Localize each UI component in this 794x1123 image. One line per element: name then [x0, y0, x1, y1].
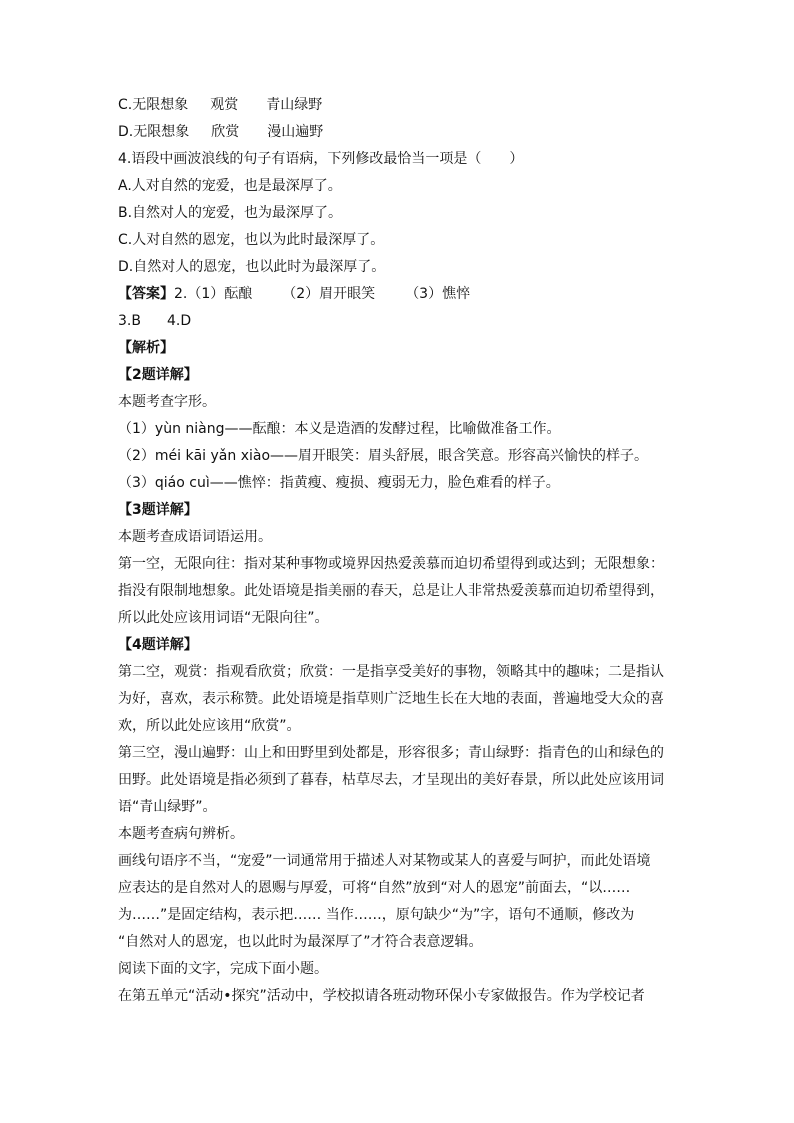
q4-line-4: 第三空，漫山遍野：山上和田野里到处都是，形容很多；青山绿野：指青色的山和绿色的 [118, 745, 664, 761]
q4-option-c: C.人对自然的恩宠，也以为此时最深厚了。 [118, 232, 385, 248]
q4-line-12: 阅读下面的文字，完成下面小题。 [118, 961, 328, 977]
q4-line-3: 欢，所以此处应该用“欣赏”。 [118, 718, 301, 734]
document-page [118, 92, 678, 1010]
q2-item-3: （3）qiáo cuì——憔悴：指黄瘦、瘦损、瘦弱无力，脸色难看的样子。 [118, 475, 560, 491]
option-d-word2: 欣赏 [211, 124, 240, 140]
answer-line-2 [118, 308, 678, 335]
answer-1: 2.（1）酝酿 [174, 286, 253, 302]
answer-q3: 3.B [118, 313, 141, 329]
q4-line-11: “自然对人的恩宠，也以此时为最深厚了”才符合表意逻辑。 [118, 934, 483, 950]
q3-option-d [118, 119, 678, 146]
option-c-word2: 观赏 [210, 97, 239, 113]
q4-line-6: 语“青山绿野”。 [118, 799, 217, 815]
q4-stem: 4.语段中画波浪线的句子有语病，下列修改最恰当一项是（ ） [118, 151, 524, 167]
answer-q4: 4.D [166, 313, 192, 329]
q4-option-d: D.自然对人的恩宠，也以此时为最深厚了。 [118, 259, 386, 275]
answer-tag: 【答案】 [118, 286, 174, 302]
q4-tag: 【4题详解】 [118, 637, 198, 653]
q3-line-3: 所以此处应该用词语“无限向往”。 [118, 610, 329, 626]
q4-line-1: 第二空，观赏：指观看欣赏；欣赏：一是指享受美好的事物，领略其中的趣味；二是指认 [118, 664, 664, 680]
answer-line [118, 281, 678, 308]
option-c-label: C.无限想象 [118, 97, 189, 113]
q2-item-1: （1）yùn niàng——酝酿：本义是造酒的发酵过程，比喻做准备工作。 [118, 421, 561, 437]
q3-line-2: 指没有限制地想象。此处语境是指美丽的春天，总是让人非常热爱羡慕而迫切希望得到， [118, 583, 664, 599]
option-c-word3: 青山绿野 [266, 97, 323, 113]
q3-tag: 【3题详解】 [118, 502, 198, 518]
answer-2: （2）眉开眼笑 [282, 286, 376, 302]
q4-line-9: 应表达的是自然对人的恩赐与厚爱，可将“自然”放到“对人的恩宠”前面去，“以…… [118, 880, 631, 896]
q2-tag: 【2题详解】 [118, 367, 198, 383]
q4-line-7: 本题考查病句辨析。 [118, 826, 244, 842]
q3-line-1: 第一空，无限向往：指对某种事物或境界因热爱羡慕而迫切希望得到或达到；无限想象： [118, 556, 664, 572]
q2-intro: 本题考查字形。 [118, 394, 216, 410]
q4-line-2: 为好，喜欢，表示称赞。此处语境是指草则广泛地生长在大地的表面，普遍地受大众的喜 [118, 691, 664, 707]
q4-option-b: B.自然对人的宠爱，也为最深厚了。 [118, 205, 343, 221]
q4-line-8: 画线句语序不当，“宠爱”一词通常用于描述人对某物或某人的喜爱与呵护，而此处语境 [118, 853, 651, 869]
q4-line-5: 田野。此处语境是指必须到了暮春，枯草尽去，才呈现出的美好春景，所以此处应该用词 [118, 772, 664, 788]
q4-line-13: 在第五单元“活动•探究”活动中，学校拟请各班动物环保小专家做报告。作为学校记者 [118, 988, 645, 1004]
option-d-word3: 漫山遍野 [267, 124, 324, 140]
option-d-label: D.无限想象 [118, 124, 190, 140]
q4-line-10: 为……”是固定结构，表示把…… 当作……，原句缺少“为”字，语句不通顺，修改为 [118, 907, 635, 923]
q3-intro: 本题考查成语词语运用。 [118, 529, 272, 545]
q3-option-c [118, 92, 678, 119]
q2-item-2: （2）méi kāi yǎn xiào——眉开眼笑：眉头舒展，眼含笑意。形容高兴愉快的样子。 [118, 448, 649, 464]
analysis-tag: 【解析】 [118, 340, 174, 356]
q4-option-a: A.人对自然的宠爱，也是最深厚了。 [118, 178, 342, 194]
answer-3: （3）憔悴 [405, 286, 471, 302]
